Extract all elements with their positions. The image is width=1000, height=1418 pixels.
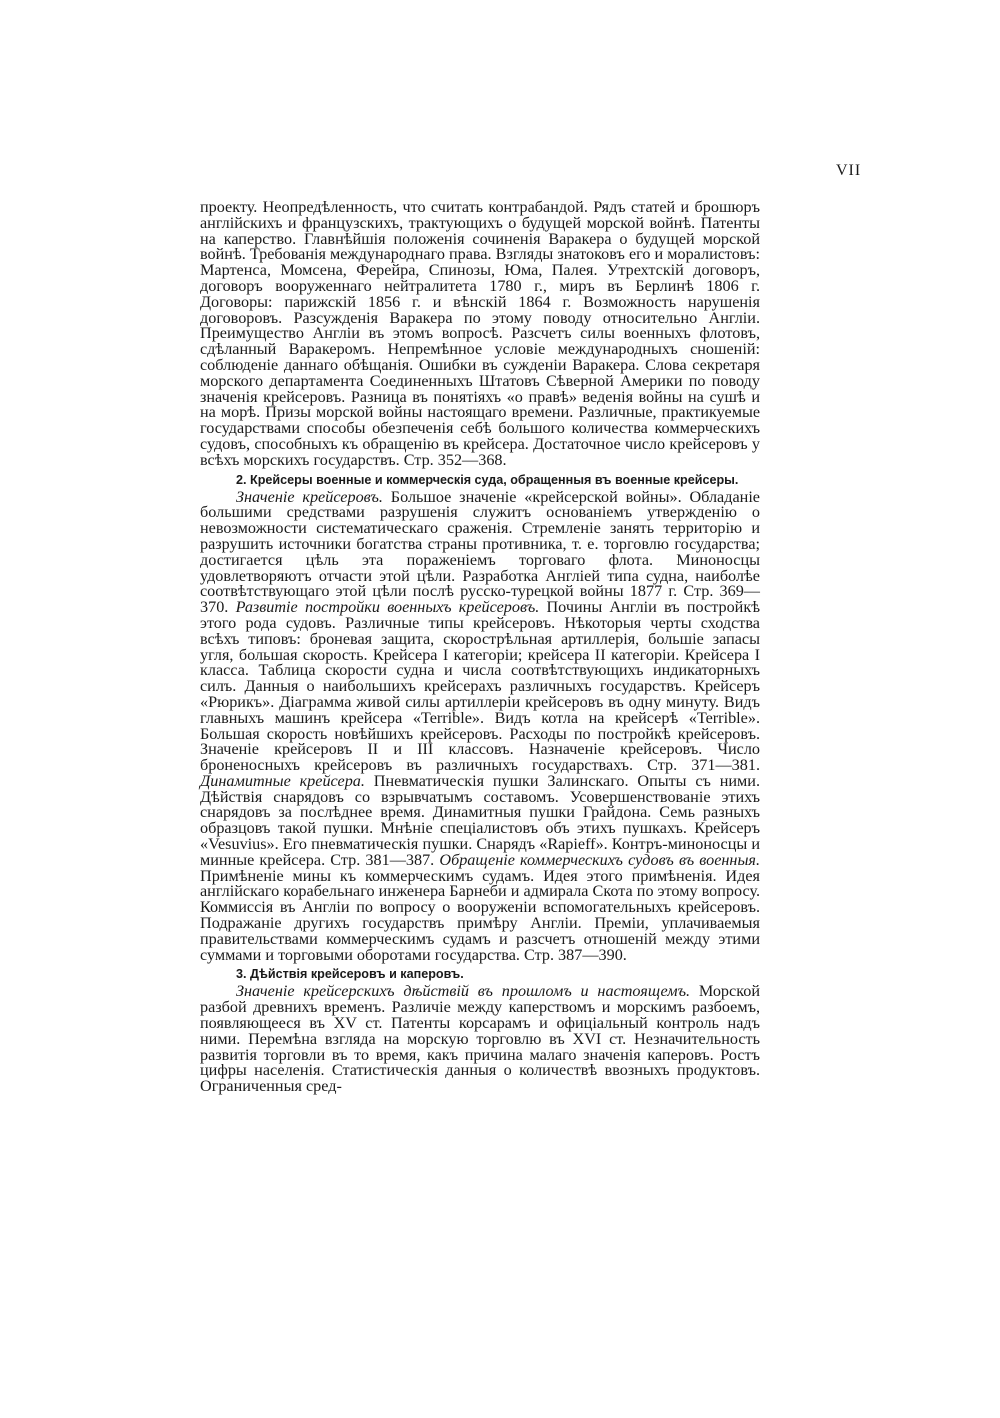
italic-topic-merchant-conversion: Обращеніе коммерческихъ судовъ въ военныя. bbox=[439, 850, 760, 869]
italic-topic-dynamite-cruisers: Динамитные крейсера. bbox=[200, 771, 365, 790]
paragraph-2 bbox=[200, 487, 761, 964]
italic-topic-cruiser-actions: Значеніе крейсерскихъ дѣйствій въ прошломъ и настоящемъ. bbox=[236, 982, 691, 1001]
page-number: VII bbox=[836, 162, 862, 179]
italic-topic-cruiser-significance: Значеніе крейсеровъ. bbox=[236, 487, 383, 506]
text-column bbox=[200, 200, 760, 1095]
section-heading-2: 2. Крейсеры военные и коммерческія суда, обращенныя въ военные крейсеры. bbox=[236, 472, 739, 487]
italic-topic-cruiser-construction: Развитіе постройки военныхъ крейсеровъ. bbox=[235, 598, 540, 617]
section-heading-3: 3. Дѣйствія крейсеровъ и каперовъ. bbox=[236, 967, 464, 982]
paragraph-3 bbox=[200, 984, 760, 1095]
text-run: Пневматическія пушки Залинскаго. Опыты съ ними. Дѣйствія снарядовъ со взрывчатымъ составомъ. Усовершенствованіе этихъ снарядовъ за послѣднее время. Динамитныя пушки Грайдона. Семь разныхъ образцовъ такой пушки. Мнѣніе спеціалистовъ объ этихъ пушкахъ. Крейсеръ «Vesuvius». Его пневматическія пушки. Снарядъ «Rapieff». Контръ-миноносцы и минные крейсера. Стр. 381—387. bbox=[200, 771, 760, 869]
text-run: Примѣненіе мины къ коммерческимъ судамъ. Идея этого примѣненія. Идея англійскаго корабельнаго инженера Барнеби и адмирала Скота по этому вопросу. Коммиссія въ Англіи по вопросу о вооруженіи вспомогательныхъ крейсеровъ. Подражаніе другихъ государствъ примѣру Англіи. Преміи, уплачиваемыя правительствами коммерческимъ судамъ и разсчетъ отношеній между этими суммами и торговыми оборотами государства. Стр. 387—390. bbox=[200, 866, 760, 964]
paragraph-1: проекту. Неопредѣленность, что считать контрабандой. Рядъ статей и брошюръ англійскихъ и французскихъ, трактующихъ о будущей морской войнѣ. Патенты на каперство. Главнѣйшія положенія сочиненія Варакера о будущей морской войнѣ. Требованія международнаго права. Взгляды знатоковъ его и моралистовъ: Мартенса, Момсена, Ферейра, Спинозы, Юма, Палея. Утрехтскій договоръ, договоръ вооруженнаго нейтралитета 1780 г., миръ въ Берлинѣ 1806 г. Договоры: парижскій 1856 г. и вѣнскій 1864 г. Возможность нарушенія договоровъ. Разсужденія Варакера по этому поводу относительно Англіи. Преимущество Англіи въ этомъ вопросѣ. Разсчетъ силы военныхъ флотовъ, сдѣланный Варакеромъ. Непремѣнное условіе международныхъ сношеній: соблюденіе даннаго обѣщанія. Ошибки въ сужденіи Варакера. Слова секретаря морского департамента Соединенныхъ Штатовъ Сѣверной Америки по поводу значенія крейсеровъ. Разница въ понятіяхъ «о правѣ» веденія войны на сушѣ и на морѣ. Призы морской войны настоящаго времени. Различные, практикуемые государствами способы обезпеченія себѣ большого количества коммерческихъ судовъ, способныхъ къ обращенію въ крейсера. Достаточное число крейсеровъ у всѣхъ морскихъ государствъ. Стр. 352—368. bbox=[200, 198, 760, 469]
text-run: Большое значеніе «крейсерской войны». Обладаніе большими средствами разрушенія служитъ основаніемъ утвержденію о невозможности систематическаго сраженія. Стремленіе занять территорію и разрушить источники богатства страны противника, т. е. торговлю государства; достигается цѣль эта пораженіемъ торговаго флота. Миноносцы удовлетворяютъ отчасти этой цѣли. Разработка Англіей типа судна, наиболѣе соотвѣтствующаго этой цѣли послѣ русско-турецкой войны 1877 г. Стр. 369—370. bbox=[200, 487, 760, 617]
text-run: Морской разбой древнихъ временъ. Различіе между каперствомъ и морскимъ разбоемъ, появляющееся въ XV ст. Патенты корсарамъ и офиціальный контроль надъ ними. Перемѣна взгляда на морскую торговлю въ XVI ст. Незначительность развитія торговли въ то время, какъ причина малаго значенія каперовъ. Ростъ цифры населенія. Статистическія данныя о количествѣ ввозныхъ продуктовъ. Ограниченныя сред- bbox=[200, 982, 760, 1096]
text-run: Почины Англіи въ постройкѣ этого рода судовъ. Различные типы крейсеровъ. Нѣкоторыя черты сходства всѣхъ типовъ: броневая защита, скорострѣльная артиллерія, большіе запасы угля, большая скорость. Крейсера I категоріи; крейсера II категоріи. Крейсера I класса. Таблица скорости судна и числа соотвѣтствующихъ индикаторныхъ силъ. Данныя о наибольшихъ крейсерахъ различныхъ государствъ. Крейсеръ «Рюрикъ». Діаграмма живой силы артиллеріи крейсеровъ въ одну минуту. Видъ главныхъ машинъ крейсера «Terrible». Видъ котла на крейсерѣ «Terrible». Большая скорость новѣйшихъ крейсеровъ. Расходы по постройкѣ крейсеровъ. Значеніе крейсеровъ II и III классовъ. Назначеніе крейсеровъ. Число броненосныхъ крейсеровъ въ различныхъ государствахъ. Стр. 371—381. bbox=[200, 598, 761, 775]
